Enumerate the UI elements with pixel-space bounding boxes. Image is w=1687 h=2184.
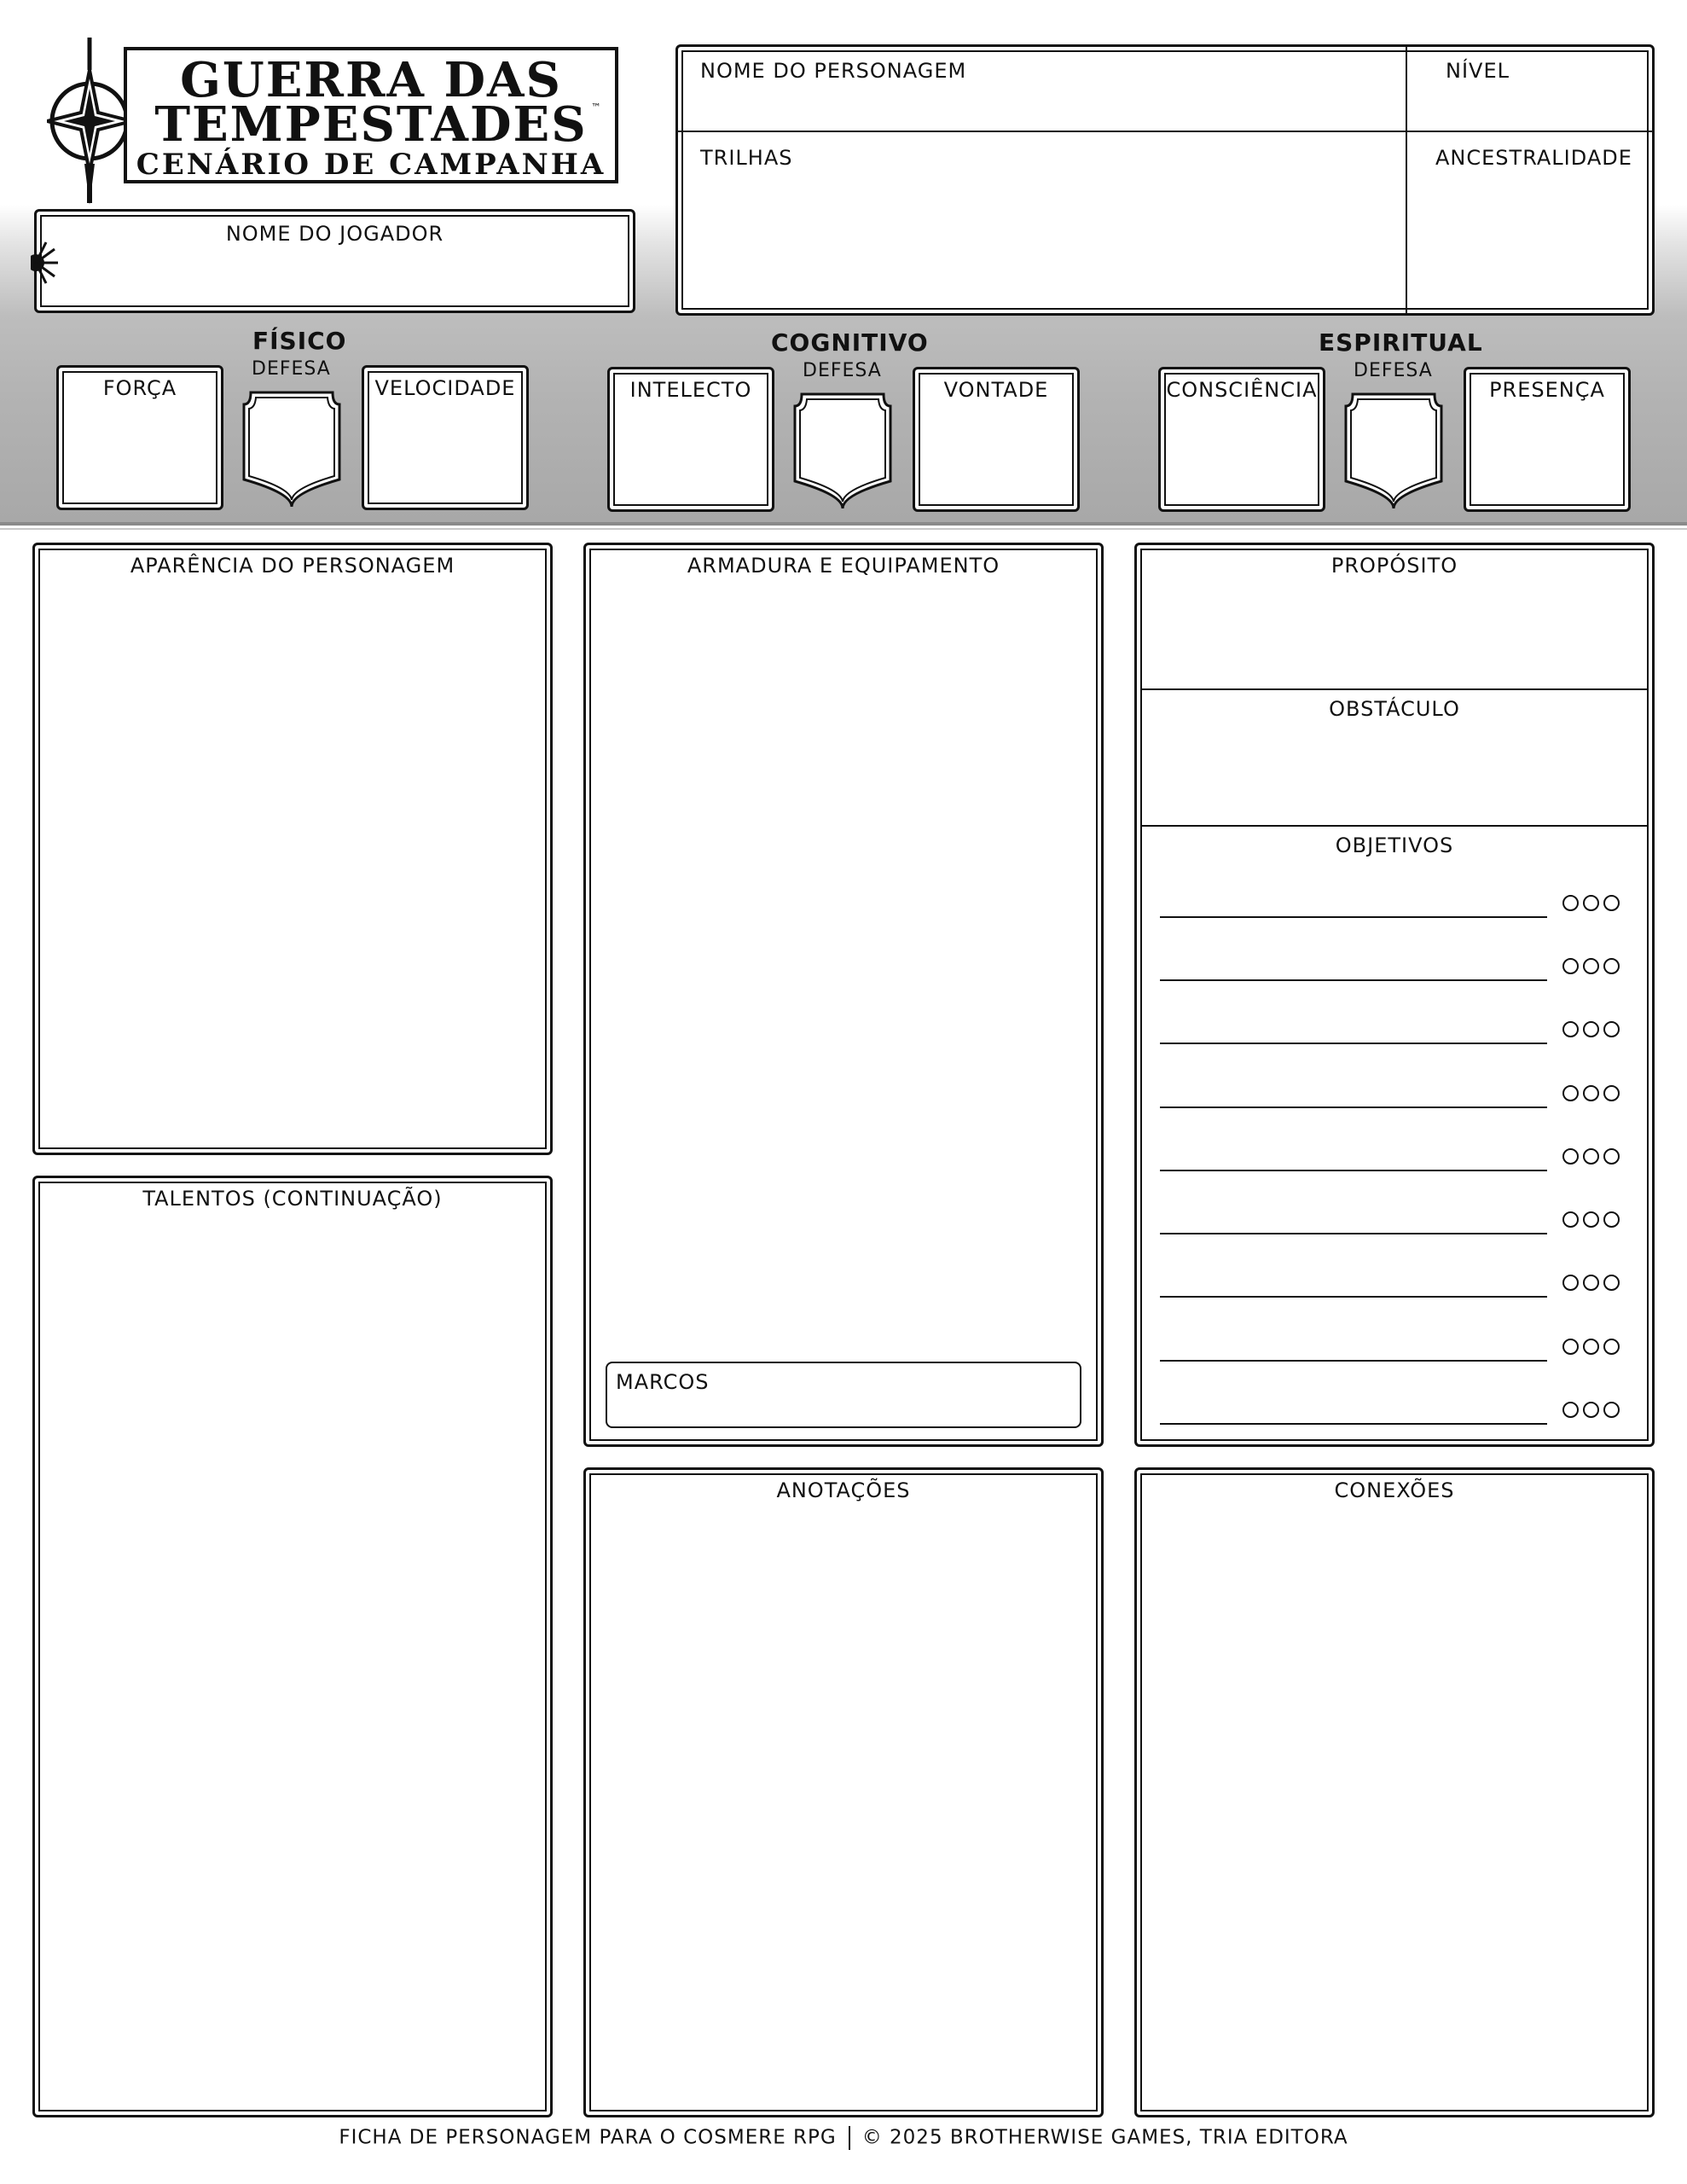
goal-progress-9[interactable] (1562, 1402, 1624, 1421)
progress-circle[interactable] (1583, 1021, 1599, 1037)
presence-field[interactable] (1464, 367, 1631, 512)
progress-circle[interactable] (1603, 958, 1620, 974)
progress-circle[interactable] (1562, 958, 1579, 974)
goal-progress-5[interactable] (1562, 1148, 1624, 1168)
player-name-label: NOME DO JOGADOR (225, 222, 444, 246)
milestones-field[interactable] (606, 1362, 1081, 1428)
goal-line-8[interactable] (1160, 1360, 1547, 1362)
character-info (675, 44, 1655, 316)
logo-title-line2: TEMPESTADES (154, 96, 588, 153)
goal-progress-3[interactable] (1562, 1021, 1624, 1041)
goal-progress-7[interactable] (1562, 1275, 1624, 1294)
goal-progress-4[interactable] (1562, 1085, 1624, 1105)
footer-separator (849, 2126, 850, 2150)
notes-section[interactable] (583, 1467, 1104, 2117)
progress-circle[interactable] (1562, 1275, 1579, 1291)
purpose-divider (1140, 688, 1649, 690)
talents-section[interactable] (32, 1176, 553, 2117)
spiritual-defense-shield[interactable] (1342, 387, 1445, 512)
appearance-section[interactable] (32, 543, 553, 1155)
paths-label: TRILHAS (700, 146, 793, 170)
obstacle-label: OBSTÁCULO (1329, 697, 1460, 721)
obstacle-divider (1140, 825, 1649, 827)
goal-line-7[interactable] (1160, 1296, 1547, 1298)
player-name-field[interactable] (34, 209, 635, 313)
footer-left-text: FICHA DE PERSONAGEM PARA O COSMERE RPG (339, 2126, 837, 2149)
character-name-label: NOME DO PERSONAGEM (700, 59, 967, 83)
intellect-label: INTELECTO (629, 378, 752, 402)
group-physical-title: FÍSICO (252, 327, 347, 355)
progress-circle[interactable] (1562, 895, 1579, 911)
goal-line-6[interactable] (1160, 1233, 1547, 1234)
presence-label: PRESENÇA (1489, 378, 1605, 402)
logo-title-line1: GUERRA DAS (180, 52, 562, 108)
group-spiritual-title: ESPIRITUAL (1319, 328, 1483, 357)
connections-label: CONEXÕES (1334, 1478, 1455, 1502)
cognitive-defense-shield[interactable] (791, 387, 894, 512)
goal-line-1[interactable] (1160, 916, 1547, 918)
logo-subtitle: CENÁRIO DE CAMPANHA (136, 148, 606, 182)
progress-circle[interactable] (1583, 1339, 1599, 1355)
goal-line-9[interactable] (1160, 1423, 1547, 1425)
connections-section[interactable] (1134, 1467, 1655, 2117)
progress-circle[interactable] (1583, 895, 1599, 911)
progress-circle[interactable] (1583, 1275, 1599, 1291)
progress-circle[interactable] (1562, 1148, 1579, 1165)
physical-defense-shield[interactable] (241, 386, 343, 510)
armor-equipment-section[interactable] (583, 543, 1104, 1447)
stormlight-emblem-icon (47, 36, 132, 206)
band-divider (0, 522, 1687, 526)
goal-progress-8[interactable] (1562, 1339, 1624, 1358)
purpose-obstacle-goals-section (1134, 543, 1655, 1447)
strength-field[interactable] (56, 365, 223, 510)
goal-progress-6[interactable] (1562, 1211, 1624, 1231)
footer-copyright: © 2025 BROTHERWISE GAMES, TRIA EDITORA (861, 2126, 1348, 2149)
progress-circle[interactable] (1603, 1148, 1620, 1165)
willpower-field[interactable] (913, 367, 1080, 512)
goals-label: OBJETIVOS (1335, 834, 1454, 857)
willpower-label: VONTADE (943, 378, 1049, 402)
header-vertical-divider (1406, 47, 1407, 313)
spiritual-defense-label: DEFESA (1354, 360, 1433, 381)
speed-field[interactable] (362, 365, 529, 510)
trademark: ™ (591, 102, 601, 113)
logo (124, 47, 618, 183)
progress-circle[interactable] (1603, 1021, 1620, 1037)
awareness-field[interactable] (1158, 367, 1325, 512)
talents-label: TALENTOS (CONTINUAÇÃO) (142, 1187, 443, 1211)
progress-circle[interactable] (1583, 1085, 1599, 1101)
goal-line-5[interactable] (1160, 1170, 1547, 1171)
progress-circle[interactable] (1583, 1148, 1599, 1165)
milestones-label: MARCOS (616, 1370, 710, 1394)
header-horizontal-divider (678, 131, 1652, 132)
progress-circle[interactable] (1603, 1339, 1620, 1355)
speed-label: VELOCIDADE (374, 376, 516, 400)
goal-line-4[interactable] (1160, 1107, 1547, 1108)
group-cognitive-title: COGNITIVO (771, 328, 929, 357)
purpose-label: PROPÓSITO (1330, 554, 1458, 578)
appearance-label: APARÊNCIA DO PERSONAGEM (130, 554, 455, 578)
goal-progress-2[interactable] (1562, 958, 1624, 978)
progress-circle[interactable] (1562, 1085, 1579, 1101)
progress-circle[interactable] (1583, 1402, 1599, 1418)
band-divider-light (0, 528, 1687, 530)
awareness-label: CONSCIÊNCIA (1166, 378, 1318, 402)
progress-circle[interactable] (1603, 1211, 1620, 1228)
progress-circle[interactable] (1603, 1402, 1620, 1418)
progress-circle[interactable] (1603, 1085, 1620, 1101)
progress-circle[interactable] (1583, 1211, 1599, 1228)
progress-circle[interactable] (1562, 1211, 1579, 1228)
notes-label: ANOTAÇÕES (776, 1478, 911, 1502)
progress-circle[interactable] (1603, 1275, 1620, 1291)
goal-progress-1[interactable] (1562, 895, 1624, 915)
progress-circle[interactable] (1603, 895, 1620, 911)
sunburst-icon (31, 241, 61, 285)
strength-label: FORÇA (102, 376, 177, 400)
physical-defense-label: DEFESA (252, 358, 331, 380)
progress-circle[interactable] (1583, 958, 1599, 974)
cognitive-defense-label: DEFESA (803, 360, 882, 381)
progress-circle[interactable] (1562, 1402, 1579, 1418)
progress-circle[interactable] (1562, 1339, 1579, 1355)
footer (0, 2126, 1687, 2150)
goal-line-2[interactable] (1160, 979, 1547, 981)
goal-line-3[interactable] (1160, 1043, 1547, 1044)
progress-circle[interactable] (1562, 1021, 1579, 1037)
intellect-field[interactable] (607, 367, 774, 512)
armor-equipment-label: ARMADURA E EQUIPAMENTO (687, 554, 1000, 578)
ancestry-label: ANCESTRALIDADE (1435, 146, 1632, 170)
level-label: NÍVEL (1446, 59, 1510, 83)
